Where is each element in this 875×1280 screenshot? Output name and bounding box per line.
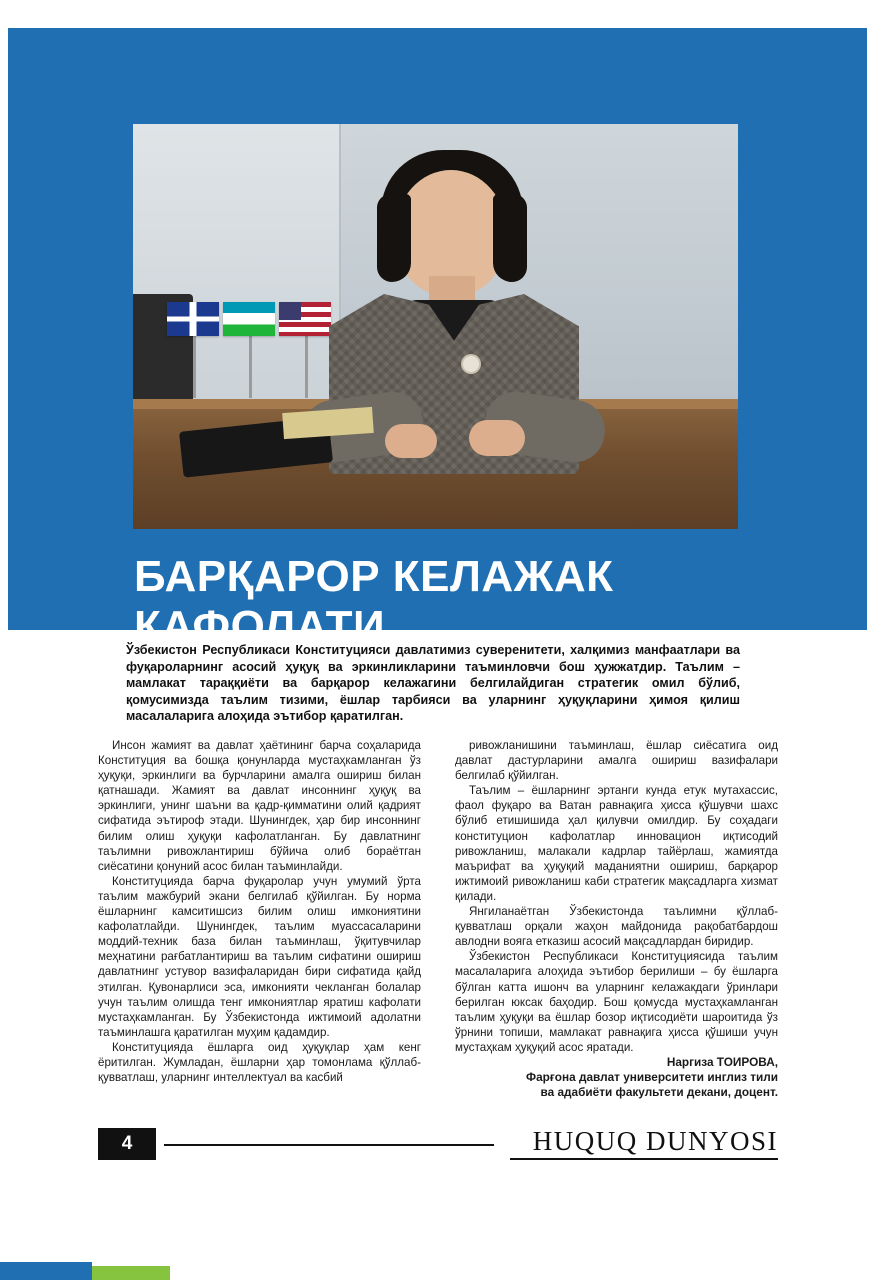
photo-brooch: [463, 356, 479, 372]
brand-underline: [510, 1158, 778, 1160]
article-photo: [133, 124, 738, 529]
bottom-strip-green: [92, 1266, 170, 1280]
article-body: [98, 738, 778, 1101]
paragraph: Конституцияда барча фуқаролар учун умумий ўрта таълим мажбурий экани белгилаб қўйилган. Бу норма ёшларнинг камситишсиз билим олиш имкониятини кафолатлайди. Шунингдек, таълим муассасаларини моддий-техник база билан таъминлаш, ўқитувчилар меҳнатини рағбатлантириш ва таълим сифатини ошириш давлатнинг устувор вазифаларидан бири сифатида қайд этилган. Қувонарлиси эса, имконияти чекланган болалар учун таълим олишда тенг имкониятлар яратиш кафолати мустаҳкамланган. Бу Ўзбекистонда ижтимоий адолатни таъминлашга қаратилган муҳим қадамдир.: [98, 874, 421, 1039]
paragraph: Инсон жамият ва давлат ҳаётининг барча соҳаларида Конституция ва бошқа қонунларда мустаҳкамланган ўз ҳуқуқи, эркинлиги ва бурчларини амалга ошириш билан қатнашади. Жамият ва давлат инсоннинг ҳуқуқ ва эркинлиги, унинг шаъни ва қадр-қимматини олий қадрият сифатида эътироф этади. Шунингдек, ҳар бир инсоннинг билим олиш ҳуқуқи кафолатланган. Бу давлатнинг таълимни ривожлантириш бўйича олиб бораётган сиёсатини қонуний асос билан таъминлайди.: [98, 739, 421, 873]
photo-hair-right: [493, 194, 527, 282]
footer-divider: [164, 1144, 494, 1146]
paragraph: Ўзбекистон Республикаси Конституциясида таълим масалаларига алоҳида эътибор берилиши – бу ёшларга бўлган катта ишонч ва уларнинг келажакдаги ўринлари берилган юксак баҳодир. Бош қомусда мустаҳкамланган таълим ҳуқуқи ва ёшлар бозор иқтисодиёти шароитида ўз ўрнини топиши, мамлакат равнақига ҳисса қўшиши учун мустаҳкам ҳуқуқий асос яратади.: [455, 950, 778, 1054]
page-footer: [98, 1128, 778, 1164]
photo-hand-right: [469, 420, 525, 456]
photo-hair-left: [377, 194, 411, 282]
author-signature: Наргиза ТОИРОВА, Фарғона давлат университети инглиз тили ва адабиёти факультети декани, доцент.: [526, 1054, 778, 1100]
body-column-left: [98, 738, 421, 1101]
publication-name: HUQUQ DUNYOSI: [532, 1126, 778, 1156]
paragraph: Янгиланаётган Ўзбекистонда таълимни қўллаб-қувватлаш орқали жаҳон майдонида рақобатбардош авлодни вояга етказиш асосий мақсадлардан биридир.: [455, 905, 778, 949]
body-column-right: [455, 738, 778, 1101]
article-lead-paragraph: Ўзбекистон Республикаси Конституцияси давлатимиз суверенитети, халқимиз манфаатлари ва фуқароларнинг асосий ҳуқуқ ва эркинликларини таъминловчи бош ҳужжатдир. Таълим – мамлакат тараққиёти ва барқарор келажагини белгилайдиган стратегик омил бўлиб, қомусимизда таълим тизими, ёшлар тарбияси ва уларнинг ҳуқуқларини ҳимоя қилиш масалаларига алоҳида эътибор қаратилган.: [126, 643, 740, 723]
bottom-strip-blue: [0, 1262, 92, 1280]
uk-flag-icon: [167, 302, 219, 336]
paragraph: ривожланишини таъминлаш, ёшлар сиёсатига оид давлат дастурларини амалга ошириш вазифалари белгилаб қўйилган.: [455, 739, 778, 783]
hero-panel: [8, 28, 867, 651]
paragraph: Таълим – ёшларнинг эртанги кунда етук мутахассис, фаол фуқаро ва Ватан равнақига ҳисса қўшувчи шахс бўлиб етишишида ҳал қилувчи омилдир. Бу соҳадаги конституцион кафолатлар инновацион иқтисодий ривожланиш, малакали кадрлар тайёрлаш, жамиятда маърифат ва ҳуқуқий маданиятни ошириш, барқарор ижтимоий ривожланиш каби стратегик мақсадларга хизмат қилади.: [455, 784, 778, 903]
uzbekistan-flag-icon: [223, 302, 275, 336]
usa-flag-icon: [279, 302, 331, 336]
paragraph: Конституцияда ёшларга оид ҳуқуқлар ҳам кенг ёритилган. Жумладан, ёшларни ҳар томонлама қўллаб-қувватлаш, уларнинг интеллектуал ва касбий: [98, 1040, 421, 1085]
article-headline: БАРҚАРОР КЕЛАЖАК КАФОЛАТИ: [134, 552, 614, 651]
flag-group: [161, 272, 331, 402]
photo-hand-left: [385, 424, 437, 458]
page-number: 4: [98, 1128, 156, 1160]
